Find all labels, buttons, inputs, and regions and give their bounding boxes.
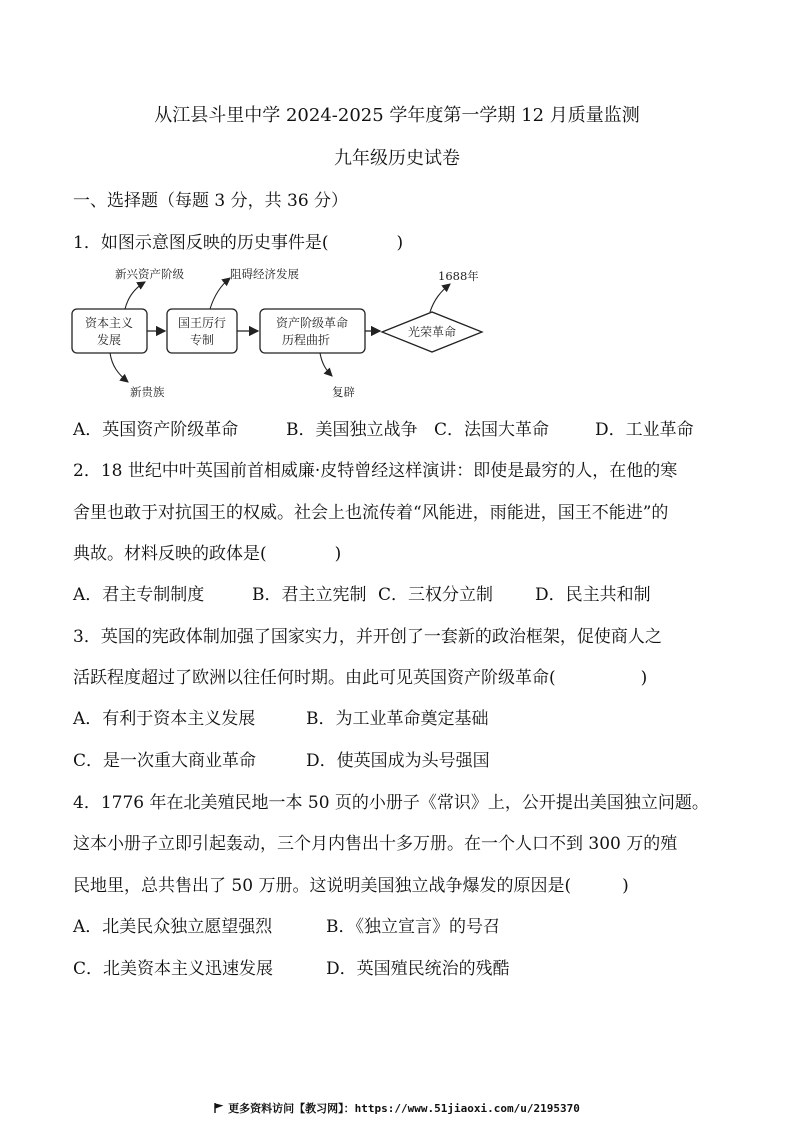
q3-line1: 3．英国的宪政体制加强了国家实力，并开创了一套新的政治框架，促使商人之 <box>73 627 662 647</box>
q3-option-d: D．使英国成为头号强国 <box>306 751 490 771</box>
q2-line2: 舍里也敢于对抗国王的权威。社会上也流传着“风能进，雨能进，国王不能进”的 <box>73 503 669 523</box>
diagram-box3-line2: 历程曲折 <box>281 333 331 347</box>
q4-line2: 这本小册子立即引起轰动，三个月内售出十多万册。在一个人口不到 300 万的殖 <box>73 834 678 854</box>
footer <box>0 1100 794 1116</box>
q1-option-c: C．法国大革命 <box>434 420 550 440</box>
footer-link-text[interactable]: 更多资料访问【教习网】：https://www.51jiaoxi.com/u/2195370 <box>228 1102 580 1115</box>
q2-option-b: B．君主立宪制 <box>252 585 367 605</box>
q2-option-d: D．民主共和制 <box>535 585 651 605</box>
diagram-note-nobility: 新贵族 <box>130 385 165 399</box>
diagram-box2-line1: 国王厉行 <box>177 316 227 330</box>
q4-option-d: D．英国殖民统治的残酷 <box>326 959 510 979</box>
q3-option-b: B．为工业革命奠定基础 <box>306 709 489 729</box>
q1-option-b: B．美国独立战争 <box>286 420 418 440</box>
q4-line3: 民地里，总共售出了 50 万册。这说明美国独立战争爆发的原因是( ) <box>73 876 629 896</box>
q4-option-a: A．北美民众独立愿望强烈 <box>73 917 273 937</box>
flag-icon <box>214 1103 224 1113</box>
diagram-box2-line2: 专制 <box>189 333 215 347</box>
q3-option-c: C．是一次重大商业革命 <box>73 751 257 771</box>
diagram-box1-line1: 资本主义 <box>84 316 134 330</box>
diagram-diamond-label: 光荣革命 <box>407 325 457 339</box>
q2-option-a: A．君主专制制度 <box>73 585 205 605</box>
q1-flow-diagram <box>70 262 490 402</box>
q1-stem: 1．如图示意图反映的历史事件是( ) <box>73 233 404 253</box>
q4-option-c: C．北美资本主义迅速发展 <box>73 959 274 979</box>
diagram-note-bourgeoisie: 新兴资产阶级 <box>115 267 184 281</box>
diagram-note-year: 1688年 <box>438 269 479 283</box>
exam-subtitle: 九年级历史试卷 <box>334 148 460 169</box>
q1-option-a: A．英国资产阶级革命 <box>73 420 239 440</box>
section-heading: 一、选择题（每题 3 分，共 36 分） <box>73 191 349 211</box>
diagram-box3-line1: 资产阶级革命 <box>275 316 349 330</box>
q2-line1: 2．18 世纪中叶英国前首相威廉·皮特曾经这样演讲：即使是最穷的人，在他的寒 <box>73 461 678 481</box>
q4-line1: 4．1776 年在北美殖民地一本 50 页的小册子《常识》上，公开提出美国独立问题。 <box>73 793 709 813</box>
diagram-box1-line2: 发展 <box>96 333 122 347</box>
q3-line2: 活跃程度超过了欧洲以往任何时期。由此可见英国资产阶级革命( ) <box>73 668 648 688</box>
q2-line3: 典故。材料反映的政体是( ) <box>73 544 342 564</box>
q1-option-d: D．工业革命 <box>595 420 694 440</box>
q4-option-b: B．《独立宣言》的号召 <box>326 917 500 937</box>
exam-title: 从江县斗里中学 2024-2025 学年度第一学期 12 月质量监测 <box>154 105 640 126</box>
q2-option-c: C．三权分立制 <box>378 585 494 605</box>
q3-option-a: A．有利于资本主义发展 <box>73 709 256 729</box>
diagram-note-restoration: 复辟 <box>332 385 355 399</box>
diagram-note-hinder: 阻碍经济发展 <box>230 267 299 281</box>
